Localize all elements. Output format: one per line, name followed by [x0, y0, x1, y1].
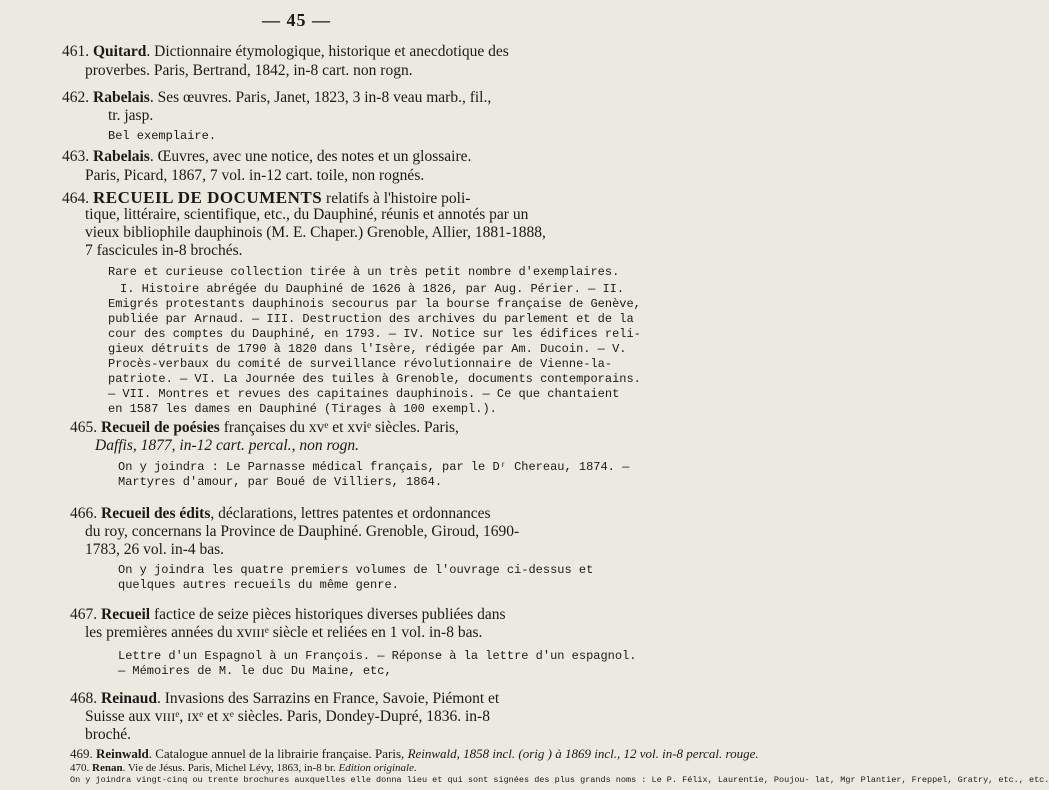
entry-first-line — [62, 188, 470, 208]
entry-note: On y joindra les quatre premiers volumes de l'ouvrage ci-dessus et — [118, 563, 594, 577]
entry-number: 470. — [70, 762, 90, 774]
entry-heading: Renan — [92, 762, 123, 774]
entry-note: — Mémoires de M. le duc Du Maine, etc, — [118, 664, 392, 678]
entry-text-line: relatifs à l'histoire poli- — [326, 190, 471, 207]
entry-number: 467. — [70, 606, 98, 623]
entry-note: quelques autres recueils du même genre. — [118, 578, 399, 592]
entry-first-line: 461. Quitard. Dictionnaire étymologique, historique et anecdotique des — [62, 43, 509, 60]
entry-first-line: 462. Rabelais. Ses œuvres. Paris, Janet, 1823, 3 in-8 veau marb., fil., — [62, 89, 492, 106]
entry-note: lat, Mgr Plantier, Freppel, Gratry, etc., etc. — [814, 775, 1049, 785]
entry-note: Rare et curieuse collection tirée à un très petit nombre d'exemplaires. — [108, 265, 620, 279]
entry-first-line — [70, 746, 759, 762]
entry-note: Bel exemplaire. — [108, 129, 217, 143]
page-number: — 45 — — [262, 10, 331, 30]
entry-number: 469. — [70, 746, 93, 761]
entry-text-line: . Catalogue annuel de la librairie française. Paris, — [148, 746, 405, 761]
entry-note: patriote. — VI. La Journée des tuiles à Grenoble, documents contemporains. — [108, 372, 641, 386]
entry-text-line: broché. — [85, 726, 132, 743]
entry-heading: Reinaud — [101, 690, 157, 707]
entry-text-line: 1783, 26 vol. in-4 bas. — [85, 541, 225, 558]
entry-first-line — [70, 505, 491, 523]
entry-note: I. Histoire abrégée du Dauphiné de 1626 à 1826, par Aug. Périer. — II. — [120, 282, 625, 296]
entry-heading: Recueil de poésies — [101, 419, 220, 436]
entry-first-line: 463. Rabelais. Œuvres, avec une notice, des notes et un glossaire. — [62, 148, 472, 165]
entry-first-line — [70, 419, 459, 437]
entry-number: 465. — [70, 419, 98, 436]
entry-note: Emigrés protestants dauphinois secourus par la bourse française de Genève, — [108, 297, 641, 311]
entry-text-line: Œuvres, avec une notice, des notes et un glossaire. — [157, 148, 472, 165]
entry-note: — VII. Montres et revues des capitaines dauphinois. — Ce que chantaient — [108, 387, 620, 401]
entry-text-line: Suisse aux vɪɪɪᵉ, ɪxᵉ et xᵉ siècles. Paris, Dondey-Dupré, 1836. in-8 — [85, 708, 490, 725]
entry-heading: Recueil des édits — [101, 505, 211, 522]
entry-note: Edition originale. — [338, 762, 417, 774]
entry-text-line: . Vie de Jésus. Paris, Michel Lévy, 1863, in-8 br. — [122, 762, 336, 774]
entry-note: et qui sont signées des plus grands noms : Le P. Félix, Laurentie, Poujou- — [432, 775, 810, 785]
entry-heading: Rabelais — [93, 89, 150, 106]
entry-number: 463. — [62, 148, 90, 165]
entry-text-line: Daffis, 1877, in-12 cart. percal., non rogn. — [95, 437, 360, 454]
entry-number: 462. — [62, 89, 90, 106]
entry-text-line: Dictionnaire étymologique, historique et anecdotique des — [154, 43, 509, 60]
entry-text-line: factice de seize pièces historiques diverses publiées dans — [153, 606, 506, 623]
entry-text-line: les premières années du xvɪɪɪᵉ siècle et reliées en 1 vol. in-8 bas. — [85, 624, 483, 641]
entry-text-line: françaises du xvᵉ et xviᵉ siècles. Paris, — [223, 419, 459, 436]
entry-text-line: tr. jasp. — [108, 107, 154, 124]
entry-note: Procès-verbaux du comité de surveillance révolutionnaire de Vienne-la- — [108, 357, 613, 371]
entry-note: en 1587 les dames en Dauphiné (Tirages à 100 exempl.). — [108, 402, 497, 416]
entry-text-line: tique, littéraire, scientifique, etc., du Dauphiné, réunis et annotés par un — [85, 206, 529, 223]
entry-text-line: Reinwald, 1858 incl. (orig ) à 1869 incl., 12 vol. in-8 percal. rouge. — [407, 746, 759, 761]
entry-text-line: . Invasions des Sarrazins en France, Savoie, Piémont et — [157, 690, 500, 707]
entry-text-line: vieux bibliophile dauphinois (M. E. Chaper.) Grenoble, Allier, 1881-1888, — [85, 224, 546, 241]
entry-first-line — [70, 762, 417, 774]
entry-text-line: du roy, concernans la Province de Dauphiné. Grenoble, Giroud, 1690- — [85, 523, 520, 540]
entry-text-line: Paris, Picard, 1867, 7 vol. in-12 cart. toile, non rognés. — [85, 167, 425, 184]
entry-first-line — [70, 690, 499, 708]
entry-heading: Recueil — [101, 606, 151, 623]
entry-number: 461. — [62, 43, 90, 60]
entry-note: On y joindra : Le Parnasse médical français, par le Dʳ Chereau, 1874. — — [118, 460, 630, 474]
entry-number: 464. — [62, 190, 90, 207]
entry-note: Lettre d'un Espagnol à un François. — Réponse à la lettre d'un espagnol. — [118, 649, 637, 663]
entry-first-line — [70, 606, 506, 624]
entry-text-line: 7 fascicules in-8 brochés. — [85, 242, 243, 259]
entry-note: cour des comptes du Dauphiné, en 1793. — IV. Notice sur les édifices reli- — [108, 327, 641, 341]
entry-text-line: Ses œuvres. Paris, Janet, 1823, 3 in-8 veau marb., fil., — [157, 89, 492, 106]
entry-number: 466. — [70, 505, 98, 522]
entry-heading: Quitard — [93, 43, 147, 60]
entry-heading: RECUEIL DE DOCUMENTS — [93, 188, 323, 207]
entry-note: publiée par Arnaud. — III. Destruction des archives du parlement et de la — [108, 312, 634, 326]
entry-note: gieux détruits de 1790 à 1820 dans l'Isère, rédigée par Am. Ducoin. — V. — [108, 342, 627, 356]
entry-heading: Reinwald — [96, 746, 149, 761]
entry-note: On y joindra vingt-cinq ou trente brochures auxquelles elle donna lieu — [70, 775, 428, 785]
entry-text-line: , déclarations, lettres patentes et ordonnances — [210, 505, 491, 522]
entry-number: 468. — [70, 690, 98, 707]
entry-note-line — [70, 775, 1049, 785]
entry-text-line: proverbes. Paris, Bertrand, 1842, in-8 cart. non rogn. — [85, 62, 413, 79]
entry-heading: Rabelais — [93, 148, 150, 165]
entry-note: Martyres d'amour, par Boué de Villiers, 1864. — [118, 475, 443, 489]
